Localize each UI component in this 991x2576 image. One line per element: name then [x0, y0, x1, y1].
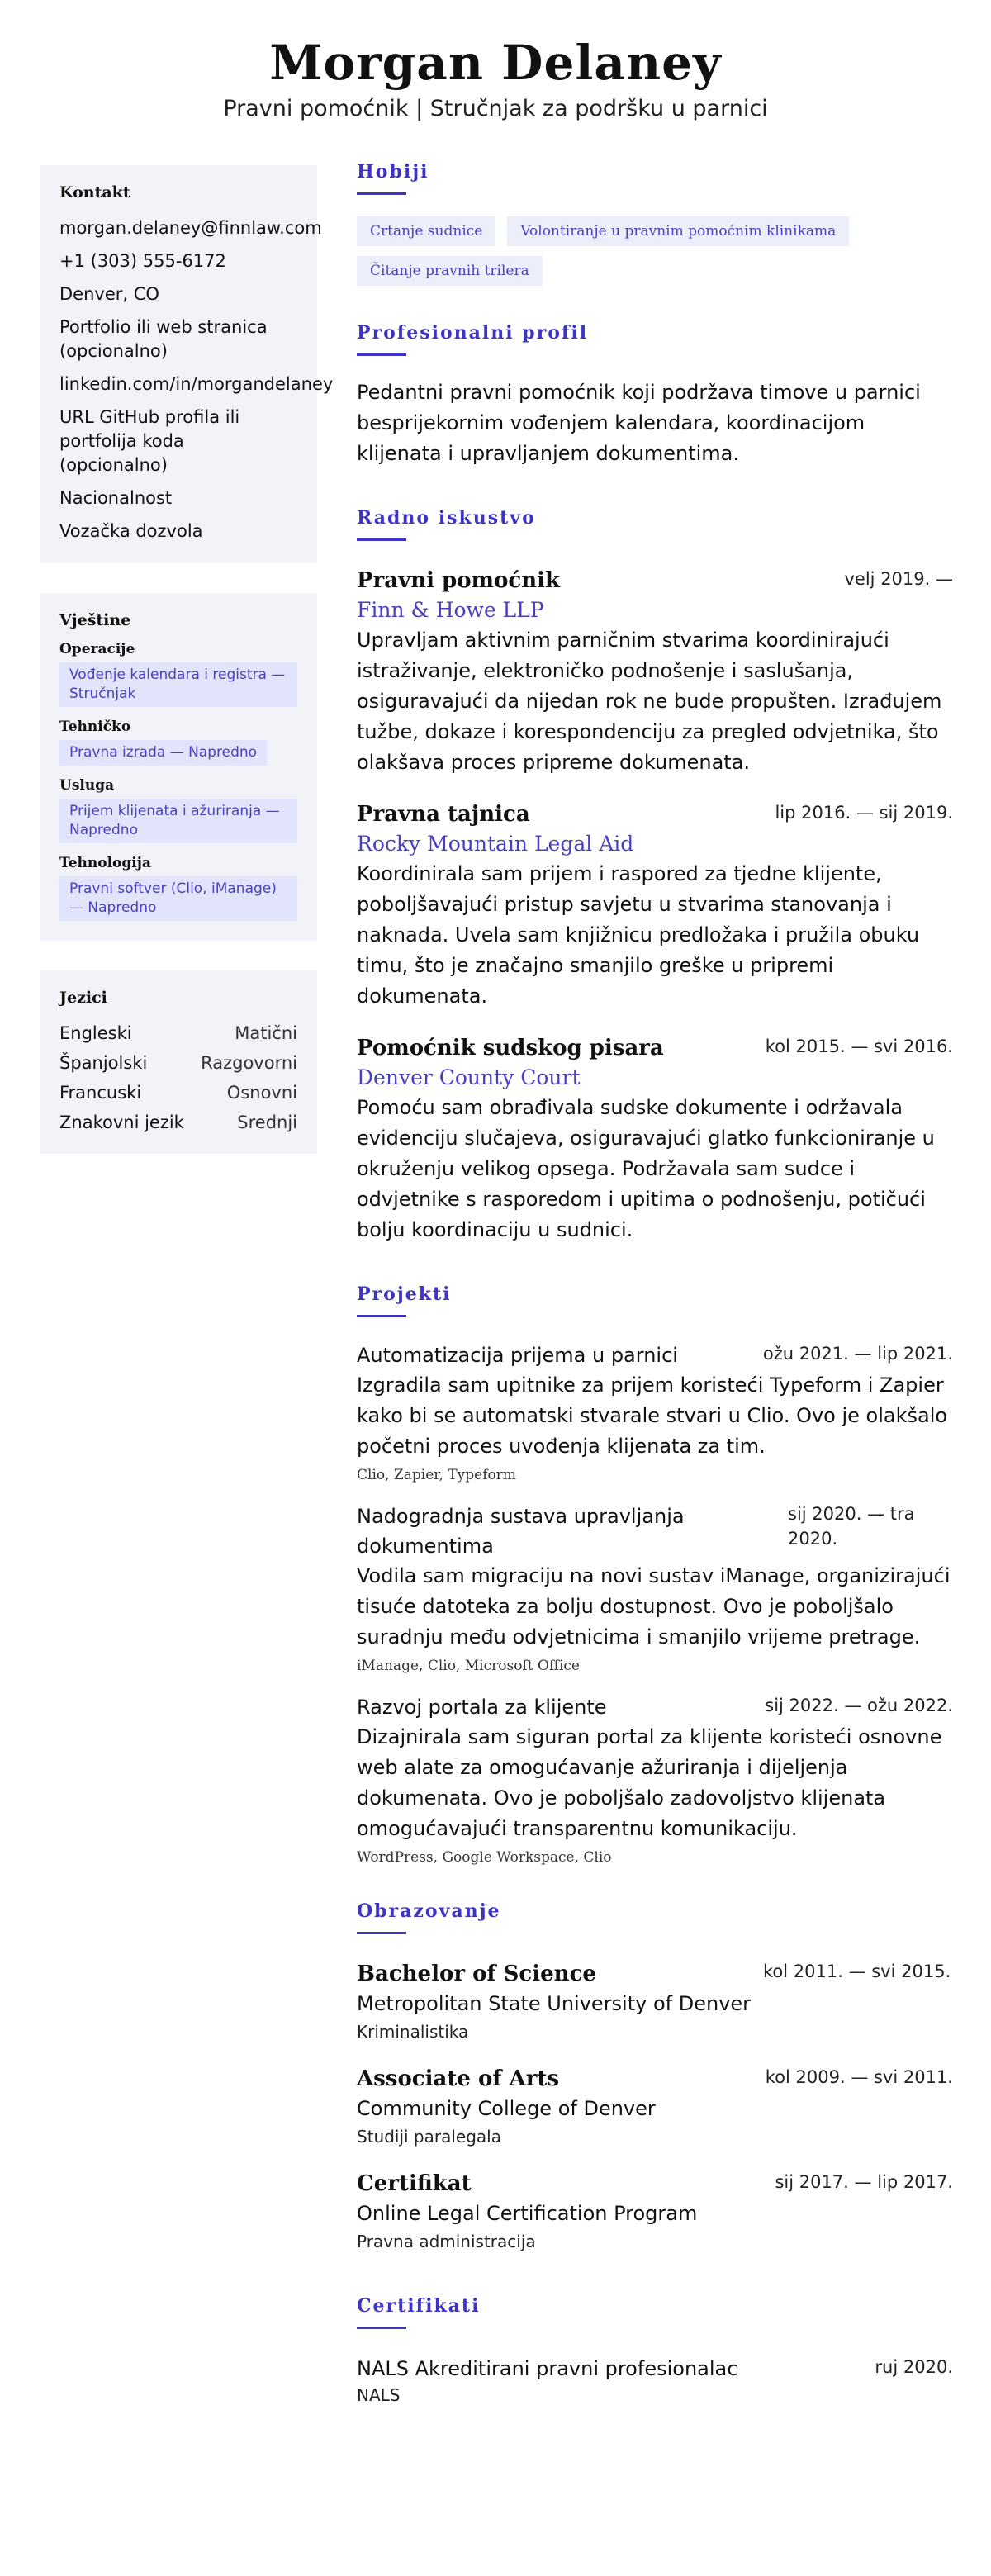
contact-driving-license: Vozačka dozvola — [59, 521, 203, 541]
job-description: Upravljam aktivnim parničnim stvarima koordinirajući istraživanje, elektroničko podnošenje i saslušanja, osiguravajući da nijedan rok ne bude propušten. Izrađujem tužbe, dokaze i korespondenciju za pregled odvjetnika, što olakšava proces pripreme dokumenata. — [357, 629, 942, 774]
job-date: velj 2019. — — [844, 569, 953, 589]
project-tech: WordPress, Google Workspace, Clio — [357, 1849, 612, 1866]
section-rule — [357, 192, 406, 195]
candidate-tagline: Pravni pomoćnik | Stručnjak za podršku u parnici — [223, 96, 768, 121]
section-rule — [357, 353, 406, 356]
section-title: Obrazovanje — [357, 1900, 501, 1922]
project-entry — [357, 1501, 953, 1674]
project-entry — [357, 1340, 953, 1483]
project-tech: Clio, Zapier, Typeform — [357, 1467, 516, 1483]
education-field: Pravna administracija — [357, 2232, 536, 2251]
project-date: ožu 2021. — lip 2021. — [762, 1344, 953, 1364]
section-rule — [357, 1932, 406, 1934]
skill-tag: Pravni softver (Clio, iManage) — Napredno — [59, 876, 297, 921]
language-level: Osnovni — [226, 1083, 297, 1103]
section-title: Radno iskustvo — [357, 507, 536, 529]
section-rule — [357, 1315, 406, 1317]
education-degree: Bachelor of Science — [357, 1962, 596, 1986]
skills-card — [40, 593, 317, 941]
education-section — [357, 1900, 953, 2254]
skill-tag: Vođenje kalendara i registra — Stručnjak — [59, 662, 297, 707]
education-school: Online Legal Certification Program — [357, 2202, 698, 2225]
languages-title: Jezici — [59, 989, 107, 1007]
contact-github[interactable]: URL GitHub profila ili portfolija koda (opcionalno) — [59, 407, 240, 475]
section-title: Hobiji — [357, 161, 429, 183]
certificates-section — [357, 2295, 953, 2407]
resume-header — [0, 33, 991, 121]
profile-text: Pedantni pravni pomoćnik koji podržava timove u parnici besprijekornim vođenjem kalendara, koordinacijom klijenata i upravljanjem dokumentima. — [357, 381, 921, 465]
language-row — [59, 1081, 297, 1104]
certificate-entry — [357, 2354, 953, 2407]
project-date: sij 2020. — tra 2020. — [788, 1504, 915, 1549]
project-date: sij 2022. — ožu 2022. — [765, 1696, 953, 1715]
skill-tag: Pravna izrada — Napredno — [59, 740, 267, 766]
contact-nationality: Nacionalnost — [59, 488, 173, 508]
contact-linkedin[interactable]: linkedin.com/in/morgandelaney — [59, 374, 334, 394]
skill-group-name: Tehničko — [59, 719, 131, 735]
job-description: Koordinirala sam prijem i raspored za tjedne klijente, poboljšavajući pristup savjetu u stvarima stanovanja i naknada. Uvela sam knjižnicu predložaka i pružila obuku timu, što je značajno smanjilo greške u pripremi dokumenata. — [357, 862, 920, 1008]
skill-group-name: Usluga — [59, 777, 115, 794]
profile-section — [357, 322, 953, 469]
main-column — [357, 161, 953, 2431]
skill-tag: Prijem klijenata i ažuriranja — Napredno — [59, 799, 297, 843]
project-title: Nadogradnja sustava upravljanja dokumentima — [357, 1505, 685, 1558]
project-entry — [357, 1692, 953, 1866]
project-title: Automatizacija prijema u parnici — [357, 1344, 678, 1367]
education-entry — [357, 1959, 953, 2044]
education-field: Studiji paralegala — [357, 2127, 501, 2147]
job-description: Pomoću sam obrađivala sudske dokumente i održavala evidenciju slučajeva, osiguravajući glatko funkcioniranje u okruženju velikog opsega. Podržavala sam sudce i odvjetnike s rasporedom i upitima o podnošenju, potičući bolju koordinaciju u sudnici. — [357, 1096, 935, 1241]
job-entry — [357, 799, 953, 1012]
section-rule — [357, 538, 406, 541]
education-date: kol 2009. — svi 2011. — [765, 2067, 953, 2087]
education-field: Kriminalistika — [357, 2022, 469, 2042]
language-row — [59, 1051, 297, 1075]
job-date: lip 2016. — sij 2019. — [775, 803, 953, 823]
certificate-name: NALS Akreditirani pravni profesionalac — [357, 2357, 738, 2380]
section-title: Profesionalni profil — [357, 322, 589, 344]
skills-title: Vještine — [59, 611, 131, 629]
hobby-tag: Čitanje pravnih trilera — [357, 256, 543, 286]
education-entry — [357, 2169, 953, 2254]
contact-portfolio[interactable]: Portfolio ili web stranica (opcionalno) — [59, 317, 268, 361]
contact-email[interactable]: morgan.delaney@finnlaw.com — [59, 218, 322, 238]
language-name: Engleski — [59, 1023, 132, 1043]
job-company: Rocky Mountain Legal Aid — [357, 832, 634, 856]
contact-title: Kontakt — [59, 183, 130, 202]
language-name: Francuski — [59, 1083, 142, 1103]
education-date: sij 2017. — lip 2017. — [775, 2172, 953, 2192]
job-entry — [357, 566, 953, 778]
education-school: Community College of Denver — [357, 2097, 656, 2120]
hobby-tag: Crtanje sudnice — [357, 216, 496, 246]
project-description: Vodila sam migraciju na novi sustav iManage, organizirajući tisuće datoteka za bolju dostupnost. Ovo je poboljšalo suradnju među odvjetnicima i smanjilo vrijeme pretrage. — [357, 1564, 951, 1649]
hobby-list — [357, 216, 953, 286]
skill-group-name: Operacije — [59, 641, 135, 657]
project-description: Dizajnirala sam siguran portal za klijente koristeći osnovne web alate za omogućavanje ažuriranja i dijeljenja dokumenata. Ovo je poboljšalo zadovoljstvo klijenata omogućavajući transparentnu komunikaciju. — [357, 1725, 942, 1840]
project-title: Razvoj portala za klijente — [357, 1696, 607, 1719]
project-tech: iManage, Clio, Microsoft Office — [357, 1658, 580, 1674]
job-company: Denver County Court — [357, 1065, 581, 1089]
job-date: kol 2015. — svi 2016. — [765, 1037, 953, 1056]
language-row — [59, 1111, 297, 1134]
candidate-name: Morgan Delaney — [269, 35, 722, 91]
education-degree: Certifikat — [357, 2171, 472, 2196]
language-level: Razgovorni — [201, 1053, 297, 1073]
section-title: Projekti — [357, 1283, 452, 1305]
job-company: Finn & Howe LLP — [357, 598, 544, 622]
language-name: Španjolski — [59, 1053, 148, 1073]
certificate-date: ruj 2020. — [875, 2357, 953, 2377]
job-title: Pomoćnik sudskog pisara — [357, 1036, 664, 1060]
project-description: Izgradila sam upitnike za prijem koristeći Typeform i Zapier kako bi se automatski stvarale stvari u Clio. Ovo je olakšalo početni proces uvođenja klijenata za tim. — [357, 1373, 948, 1458]
job-entry — [357, 1033, 953, 1245]
contact-card — [40, 165, 334, 563]
language-name: Znakovni jezik — [59, 1112, 184, 1132]
language-level: Matični — [235, 1023, 297, 1043]
language-level: Srednji — [237, 1112, 297, 1132]
education-school: Metropolitan State University of Denver — [357, 1992, 752, 2015]
certificate-org: NALS — [357, 2385, 401, 2405]
job-title: Pravni pomoćnik — [357, 568, 561, 593]
hobby-tag: Volontiranje u pravnim pomoćnim klinikama — [507, 216, 849, 246]
section-title: Certifikati — [357, 2295, 481, 2317]
education-entry — [357, 2064, 953, 2149]
contact-phone[interactable]: +1 (303) 555-6172 — [59, 251, 226, 271]
projects-section — [357, 1283, 953, 1866]
hobbies-section — [357, 161, 953, 286]
skill-group-name: Tehnologija — [59, 855, 151, 871]
education-degree: Associate of Arts — [357, 2066, 560, 2091]
contact-location: Denver, CO — [59, 284, 159, 304]
job-title: Pravna tajnica — [357, 802, 530, 827]
education-date: kol 2011. — svi 2015. — [763, 1962, 951, 1981]
language-row — [59, 1022, 297, 1045]
sidebar — [40, 165, 334, 1184]
experience-section — [357, 507, 953, 1245]
section-rule — [357, 2327, 406, 2329]
languages-card — [40, 970, 317, 1154]
